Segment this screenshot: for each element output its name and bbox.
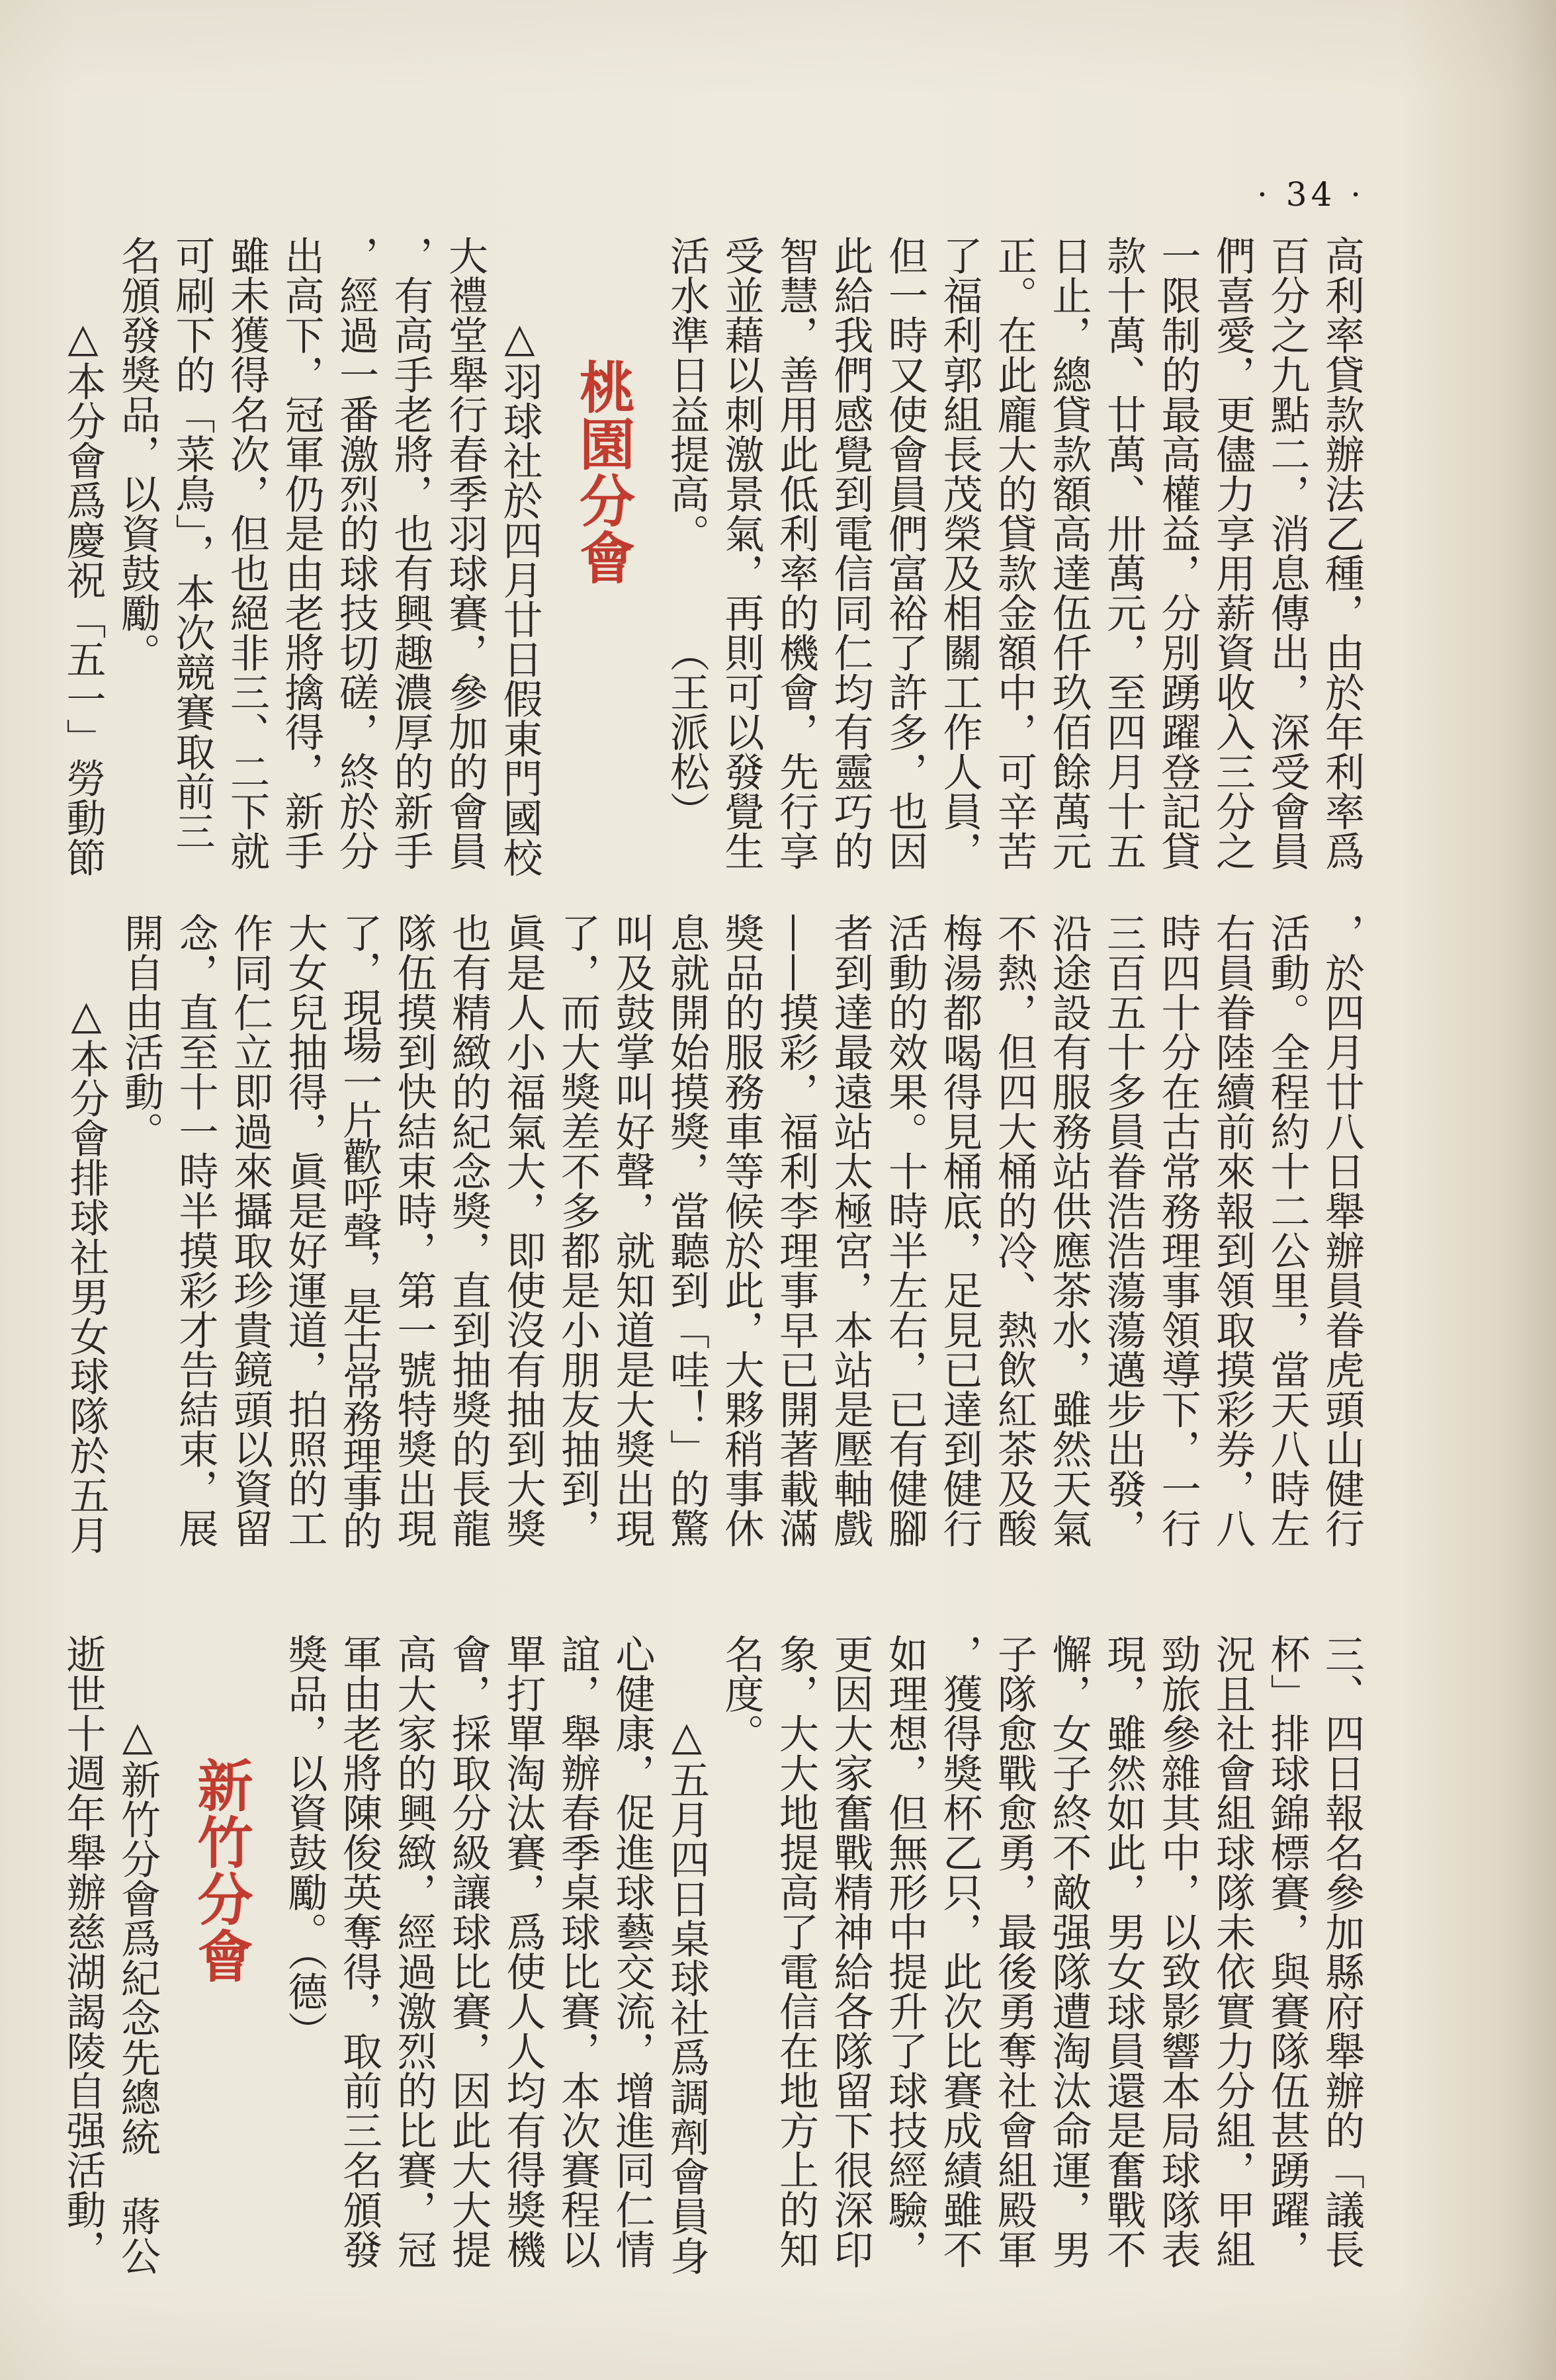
text-column: 也有精緻的紀念獎，直到抽獎的長龍 bbox=[445, 913, 492, 1548]
column-group bbox=[277, 1634, 1369, 2275]
text-column: 單打單淘汰賽，爲使人人均有得獎機 bbox=[499, 1634, 546, 2269]
text-column: 時四十分在古常務理事領導下，一行 bbox=[1154, 913, 1201, 1548]
text-column: 可刷下的「菜鳥」，本次競賽取前三 bbox=[169, 235, 216, 851]
text-column: 況且社會組球隊未依實力分組，甲組 bbox=[1209, 1634, 1256, 2269]
text-column: ，經過一番激烈的球技切磋，終於分 bbox=[333, 235, 379, 871]
text-column: 名度。 bbox=[718, 1634, 765, 1753]
text-column: 獎品的服務車等候於此，大夥稍事休 bbox=[718, 913, 765, 1548]
text-column: △羽球社於四月廿日假東門國校 bbox=[496, 315, 543, 877]
column-group bbox=[56, 1634, 165, 2275]
text-column: 更因大家奮戰精神給各隊留下很深印 bbox=[827, 1634, 874, 2269]
text-column: 右員眷陸續前來報到領取摸彩券，八 bbox=[1209, 913, 1256, 1548]
text-column: 會，採取分級讓球比賽，因此大大提 bbox=[445, 1634, 492, 2269]
text-column: △本分會排球社男女球隊於五月 bbox=[63, 992, 110, 1554]
text-column: 大禮堂舉行春季羽球賽，參加的會員 bbox=[442, 235, 488, 871]
text-column: 們喜愛，更儘力享用薪資收入三分之 bbox=[1209, 235, 1256, 871]
text-column: 受並藉以刺激景氣，再則可以發覺生 bbox=[718, 235, 765, 871]
text-column: △本分會爲慶祝「五一」勞動節 bbox=[60, 315, 107, 877]
text-column: 不熱，但四大桶的冷、熱飲紅茶及酸 bbox=[991, 913, 1037, 1548]
text-column: 大女兒抽得，眞是好運道，拍照的工 bbox=[281, 913, 328, 1548]
text-column: ，於四月廿八日舉辦員眷虎頭山健行 bbox=[1318, 913, 1365, 1548]
text-column: 梅湯都喝得見桶底，足見已達到健行 bbox=[936, 913, 983, 1548]
column-group bbox=[56, 235, 547, 877]
text-column: 誼，舉辦春季桌球比賽，本次賽程以 bbox=[554, 1634, 601, 2269]
author-byline: （王派松） bbox=[664, 632, 710, 831]
article-band-top bbox=[56, 235, 1369, 877]
text-column: ，有高手老將，也有興趣濃厚的新手 bbox=[387, 235, 434, 871]
text-column: 了，現場一片歡呼聲，是古常務理事的 bbox=[336, 913, 382, 1549]
closing-column bbox=[660, 235, 714, 871]
text-column: 出高下，冠軍仍是由老將擒得，新手 bbox=[278, 235, 325, 871]
text-column: 百分之九點二，消息傳出，深受會員 bbox=[1264, 235, 1311, 871]
column-group bbox=[59, 913, 1369, 1554]
text-column: 一限制的最高權益，分別踴躍登記貸 bbox=[1154, 235, 1201, 871]
text-column: 活動。全程約十二公里，當天八時左 bbox=[1264, 913, 1311, 1548]
section-heading-taoyuan: 桃園分會 bbox=[570, 359, 636, 586]
text-column: 款十萬、廿萬、卅萬元，至四月十五 bbox=[1100, 235, 1146, 871]
text-column: 象，大大地提高了電信在地方上的知 bbox=[773, 1634, 819, 2269]
text-column: 活動的效果。十時半左右，已有健腳 bbox=[882, 913, 928, 1548]
text-column: 獎品，以資鼓勵。（德） bbox=[281, 1634, 328, 2051]
article-band-middle bbox=[59, 913, 1369, 1554]
text-column: 現，雖然如此，男女球員還是奮戰不 bbox=[1100, 1634, 1146, 2269]
text-column: 三、四日報名參加縣府舉辦的「議長 bbox=[1318, 1634, 1365, 2269]
text-column: ——摸彩，福利李理事早已開著載滿 bbox=[773, 913, 819, 1548]
text-column: 了，而大獎差不多都是小朋友抽到， bbox=[554, 913, 601, 1548]
text-column: △五月四日桌球社爲調劑會員身 bbox=[664, 1713, 710, 2275]
text-column: △新竹分會爲紀念先總統 蔣公 bbox=[114, 1713, 161, 2275]
text-column: 隊伍摸到快結束時，第一號特獎出現 bbox=[390, 913, 437, 1548]
text-column: 眞是人小福氣大，即使沒有抽到大獎 bbox=[499, 913, 546, 1548]
text-column: ，獲得獎杯乙只，此次比賽成績雖不 bbox=[936, 1634, 983, 2269]
text-column: 勁旅參雜其中，以致影響本局球隊表 bbox=[1154, 1634, 1201, 2269]
text-column: 叫及鼓掌叫好聲，就知道是大獎出現 bbox=[609, 913, 656, 1548]
text-column: 三百五十多員眷浩浩蕩蕩邁步出發， bbox=[1100, 913, 1146, 1548]
text-column: 名頒發獎品，以資鼓勵。 bbox=[114, 235, 161, 672]
text-column: 高大家的興緻，經過激烈的比賽，冠 bbox=[390, 1634, 437, 2269]
text-column: 懈，女子終不敵强隊遭淘汰命運，男 bbox=[1045, 1634, 1092, 2269]
column-group bbox=[714, 235, 1369, 871]
text-column: 者到達最遠站太極宮，本站是壓軸戲 bbox=[827, 913, 874, 1548]
text-column: 念，直至十一時半摸彩才告結束，展 bbox=[172, 913, 219, 1548]
text-column: 杯」排球錦標賽，與賽隊伍甚踴躍， bbox=[1264, 1634, 1311, 2269]
text-column: 日止，總貸款額高達伍仟玖佰餘萬元 bbox=[1045, 235, 1092, 871]
page-number: · 34 · bbox=[1257, 175, 1365, 214]
text-column: 沿途設有服務站供應茶水，雖然天氣 bbox=[1045, 913, 1092, 1548]
text-column: 此給我們感覺到電信同仁均有靈巧的 bbox=[827, 235, 874, 871]
text-column: 息就開始摸獎，當聽到「哇！」的驚 bbox=[664, 913, 710, 1548]
text-column: 開自由活動。 bbox=[118, 913, 164, 1151]
text-column: 高利率貸款辦法乙種，由於年利率爲 bbox=[1318, 235, 1365, 871]
text-column: 作同仁立即過來攝取珍貴鏡頭以資留 bbox=[227, 913, 273, 1548]
text-column: 心健康，促進球藝交流，增進同仁情 bbox=[609, 1634, 656, 2269]
section-heading-hsinchu: 新竹分會 bbox=[189, 1757, 254, 1984]
text-column: 正。在此龐大的貸款金額中，可辛苦 bbox=[991, 235, 1037, 871]
text-column: 但一時又使會員們富裕了許多，也因 bbox=[882, 235, 928, 871]
closing-line: 活水準日益提高。 bbox=[664, 235, 710, 553]
text-column: 雖未獲得名次，但也絕非三、二下就 bbox=[224, 235, 270, 871]
article-band-bottom bbox=[56, 1634, 1369, 2275]
text-column: 逝世十週年舉辦慈湖謁陵自强活動， bbox=[60, 1634, 107, 2269]
text-column: 軍由老將陳俊英奪得，取前三名頒發 bbox=[336, 1634, 382, 2269]
text-column: 了福利郭組長茂榮及相關工作人員， bbox=[936, 235, 983, 871]
text-column: 子隊愈戰愈勇，最後勇奪社會組殿軍 bbox=[991, 1634, 1037, 2269]
text-column: 智慧，善用此低利率的機會，先行享 bbox=[773, 235, 819, 871]
text-column: 如理想，但無形中提升了球技經驗， bbox=[882, 1634, 928, 2269]
